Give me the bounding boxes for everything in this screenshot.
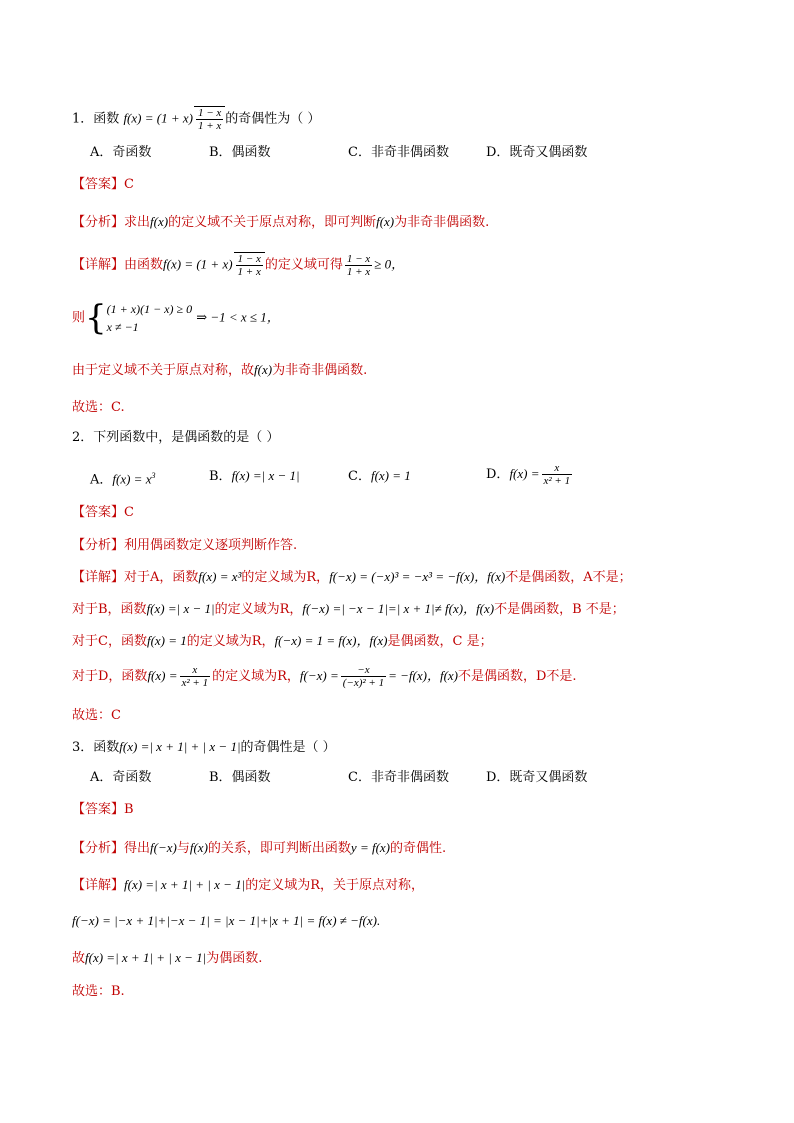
q3-analysis: 【分析】得出f(−x)与f(x)的关系，即可判断出函数y = f(x)的奇偶性. — [72, 840, 447, 856]
q3-option-b[interactable]: B．偶函数 — [209, 770, 271, 785]
q3-detail: 【详解】f(x) =| x + 1| + | x − 1|的定义域为R，关于原点对称， — [72, 877, 425, 893]
q2-detail-d: 对于D，函数f(x) = $\frac{x}{\text{x² + 1}}$ 的定义域为R，f(−x) = $\frac{-x}{\text{(−x)² + 1}}$ = −f(x)，f(x)不是偶函数，D不是. — [72, 664, 577, 689]
q2-option-c[interactable]: C．f(x) = 1 — [348, 468, 411, 484]
q3-option-d[interactable]: D．既奇又偶函数 — [486, 770, 588, 785]
q2-stem: 2．下列函数中，是偶函数的是（ ） — [72, 430, 280, 445]
q1-stem: 1．函数 f(x) = (1 + x) $\frac{1 - x}{1 + x}$ 的奇偶性为（ ） — [72, 107, 321, 132]
q1-option-c[interactable]: C．非奇非偶函数 — [348, 145, 449, 160]
q3-result: 故f(x) =| x + 1| + | x − 1|为偶函数. — [72, 950, 263, 966]
q2-analysis: 【分析】利用偶函数定义逐项判断作答. — [72, 538, 298, 553]
q1-option-d[interactable]: D．既奇又偶函数 — [486, 145, 588, 160]
q2-detail-c: 对于C，函数f(x) = 1的定义域为R，f(−x) = 1 = f(x)，f(x)是偶函数，C 是； — [72, 633, 493, 649]
q1-choose: 故选：C. — [72, 400, 125, 415]
q3-number: 3． — [72, 740, 94, 755]
q1-option-a[interactable]: A．奇函数 — [90, 145, 152, 160]
q1-system: 则{ (1 + x)(1 − x) ≥ 0 x ≠ −1 ⇒ −1 < x ≤ 1， — [72, 298, 280, 338]
q1-analysis: 【分析】求出f(x)的定义域不关于原点对称，即可判断f(x)为非奇非偶函数. — [72, 214, 490, 230]
q2-option-a[interactable]: A．$f(x) = x^3$ — [90, 471, 156, 488]
q1-detail: 【详解】由函数f(x) = (1 + x) $\frac{1 - x}{1 + x}$ 的定义域可得 $\frac{1 - x}{1 + x}$ ≥ 0， — [72, 252, 405, 278]
q3-option-a[interactable]: A．奇函数 — [90, 770, 152, 785]
q2-detail-a: 【详解】对于A，函数f(x) = x³的定义域为R，f(−x) = (−x)³ = −x³ = −f(x)，f(x)不是偶函数，A不是； — [72, 569, 632, 585]
q3-stem: 3．函数f(x) =| x + 1| + | x − 1|的奇偶性是（ ） — [72, 739, 336, 755]
q1-option-b[interactable]: B．偶函数 — [209, 145, 271, 160]
q3-option-c[interactable]: C．非奇非偶函数 — [348, 770, 449, 785]
q1-answer: 【答案】C — [72, 177, 134, 192]
q2-detail-b: 对于B，函数f(x) =| x − 1|的定义域为R，f(−x) =| −x − 1|=| x + 1|≠ f(x)，f(x)不是偶函数，B 不是； — [72, 601, 625, 617]
q1-formula: f(x) = (1 + x) — [123, 110, 193, 126]
q2-answer: 【答案】C — [72, 505, 134, 520]
q3-answer: 【答案】B — [72, 802, 134, 817]
q2-option-d[interactable]: D．f(x) = $\frac{x}{\text{x² + 1}}$ — [486, 462, 571, 487]
q3-choose: 故选：B. — [72, 984, 125, 999]
q1-number: 1． — [72, 111, 94, 127]
q1-conclusion: 由于定义域不关于原点对称，故f(x)为非奇非偶函数. — [72, 362, 368, 378]
q3-chain: f(−x) = |−x + 1|+|−x − 1| = |x − 1|+|x + 1| = f(x) ≠ −f(x). — [72, 913, 381, 928]
q2-choose: 故选：C — [72, 708, 121, 723]
q1-sqrt: $\frac{1 - x}{1 + x}$ — [194, 106, 225, 132]
q2-option-b[interactable]: B．f(x) =| x − 1| — [209, 468, 300, 484]
q2-number: 2． — [72, 430, 94, 445]
